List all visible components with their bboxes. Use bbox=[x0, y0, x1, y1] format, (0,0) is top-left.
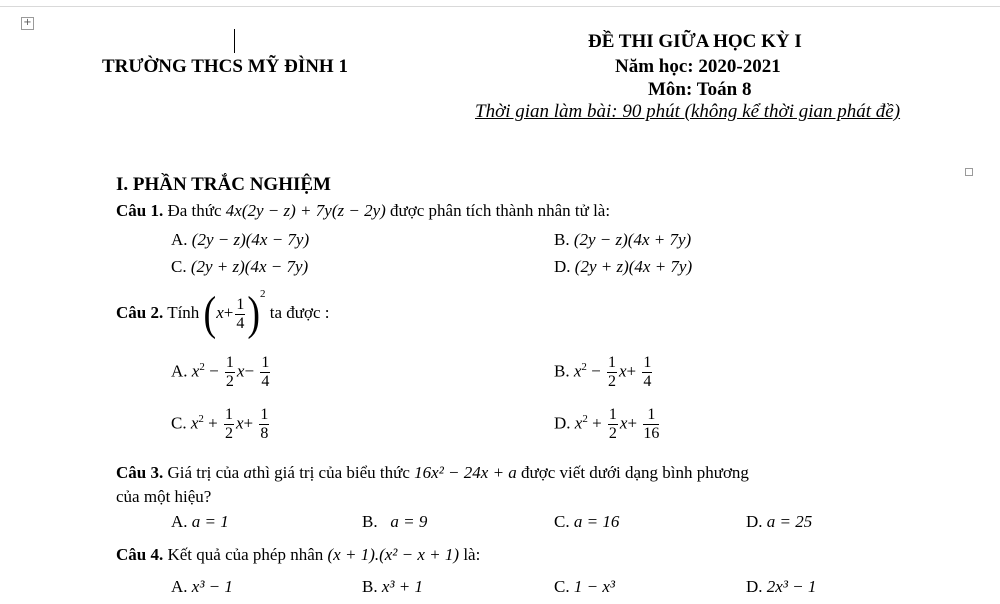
q3-option-a[interactable]: A. a = 1 bbox=[171, 512, 229, 531]
question-text: Đa thức bbox=[167, 201, 222, 220]
q3-option-c[interactable]: C. a = 16 bbox=[554, 512, 620, 531]
time-note: Thời gian làm bài: 90 phút (không kể thời gian phát đề) bbox=[475, 101, 901, 122]
question-3: Câu 3. Giá trị của athì giá trị của biểu thức 16x² − 24x + a được viết dưới dạng bình phương bbox=[116, 463, 749, 482]
question-label: Câu 2. bbox=[116, 302, 164, 322]
q4-option-c[interactable]: C. 1 − x³ bbox=[554, 577, 615, 596]
question-text: được phân tích thành nhân tử là: bbox=[390, 201, 611, 220]
text-cursor bbox=[234, 29, 235, 53]
q1-option-b[interactable]: B. (2y − z)(4x + 7y) bbox=[554, 230, 692, 249]
q1-option-a[interactable]: A. (2y − z)(4x − 7y) bbox=[171, 230, 310, 249]
q3-option-b[interactable]: B. a = 9 bbox=[362, 512, 428, 531]
page-top-border bbox=[0, 6, 1000, 7]
q3-option-d[interactable]: D. a = 25 bbox=[746, 512, 813, 531]
question-2: Câu 2. Tính (x+ $\frac{1}{4}$ )$^2$ ta được : bbox=[116, 287, 330, 341]
math-expression: 4x(2y − z) + 7y(z − 2y) bbox=[225, 201, 386, 220]
q4-option-a[interactable]: A. x³ − 1 bbox=[171, 577, 233, 596]
question-label: Câu 1. bbox=[116, 201, 164, 220]
question-label: Câu 4. bbox=[116, 545, 164, 564]
q2-option-b[interactable]: B. $x^2$ − $\frac{1}{2}$ x+ $\frac{1}{4}$ bbox=[554, 354, 652, 390]
math-expression: 16x² − 24x + a bbox=[414, 463, 517, 482]
paragraph-mark-icon bbox=[965, 168, 973, 176]
school-name: TRƯỜNG THCS MỸ ĐÌNH 1 bbox=[102, 56, 348, 77]
section-title: I. PHẦN TRẮC NGHIỆM bbox=[116, 174, 331, 195]
question-4: Câu 4. Kết quả của phép nhân (x + 1).(x² − x + 1) là: bbox=[116, 545, 481, 564]
table-move-handle-icon[interactable]: + bbox=[21, 17, 34, 30]
subject: Môn: Toán 8 bbox=[648, 79, 752, 100]
question-text: Tính bbox=[167, 302, 200, 322]
q4-option-d[interactable]: D. 2x³ − 1 bbox=[746, 577, 817, 596]
math-expression: (x + 1).(x² − x + 1) bbox=[327, 545, 460, 564]
q2-option-c[interactable]: C. $x^2$ + $\frac{1}{2}$ x+ $\frac{1}{8}$ bbox=[171, 406, 269, 442]
question-3-line-2: của một hiệu? bbox=[116, 487, 212, 506]
q1-option-c[interactable]: C. (2y + z)(4x − 7y) bbox=[171, 257, 309, 276]
question-label: Câu 3. bbox=[116, 463, 164, 482]
q4-option-b[interactable]: B. x³ + 1 bbox=[362, 577, 423, 596]
exam-title: ĐỀ THI GIỮA HỌC KỲ I bbox=[588, 31, 802, 52]
school-year: Năm học: 2020-2021 bbox=[615, 56, 781, 77]
question-text: ta được : bbox=[269, 302, 330, 322]
q2-option-a[interactable]: A. $x^2$ − $\frac{1}{2}$ x− $\frac{1}{4}$ bbox=[171, 354, 270, 390]
q2-option-d[interactable]: D. $x^2$ + $\frac{1}{2}$ x+ $\frac{1}{16}$ bbox=[554, 406, 660, 442]
question-1 bbox=[116, 201, 610, 221]
q1-option-d[interactable]: D. (2y + z)(4x + 7y) bbox=[554, 257, 693, 276]
